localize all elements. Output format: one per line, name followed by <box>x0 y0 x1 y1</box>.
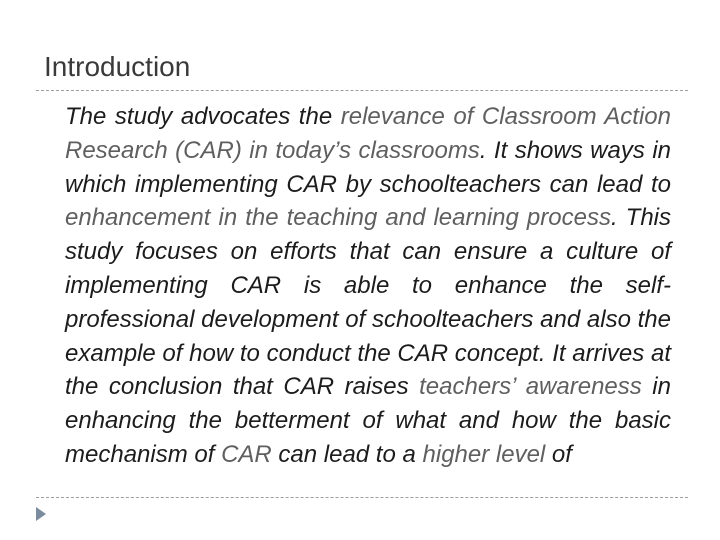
triangle-right-icon <box>35 506 47 527</box>
text-run: . It shows ways in which implementing CAR by schoolteachers can lead to <box>65 136 671 198</box>
text-run: in enhancing the betterment of what and how the basic mechanism of <box>65 373 671 468</box>
highlighted-run: teachers’ awareness <box>419 373 642 401</box>
highlighted-run: higher level <box>422 440 546 468</box>
text-run: . This study focuses on efforts that can ensure a culture of implementing CAR is able to enhance the self-professional development of schoolteachers and also the example of how to conduct the CAR concept. It arrives at the conclusion that CAR raises <box>65 204 672 401</box>
slide-title: Introduction <box>44 51 191 82</box>
text-run: The study advocates the <box>65 103 341 130</box>
text-run: can lead to a <box>271 440 423 468</box>
highlighted-run: relevance of Classroom Action Research (CAR) in today’s classrooms <box>65 103 671 164</box>
body-paragraph <box>65 100 671 472</box>
highlighted-run: enhancement in the teaching and learning process <box>65 204 611 232</box>
title-divider <box>36 90 688 91</box>
text-run: of <box>545 440 572 468</box>
highlighted-run: CAR <box>221 440 272 468</box>
footer-divider <box>36 497 688 498</box>
